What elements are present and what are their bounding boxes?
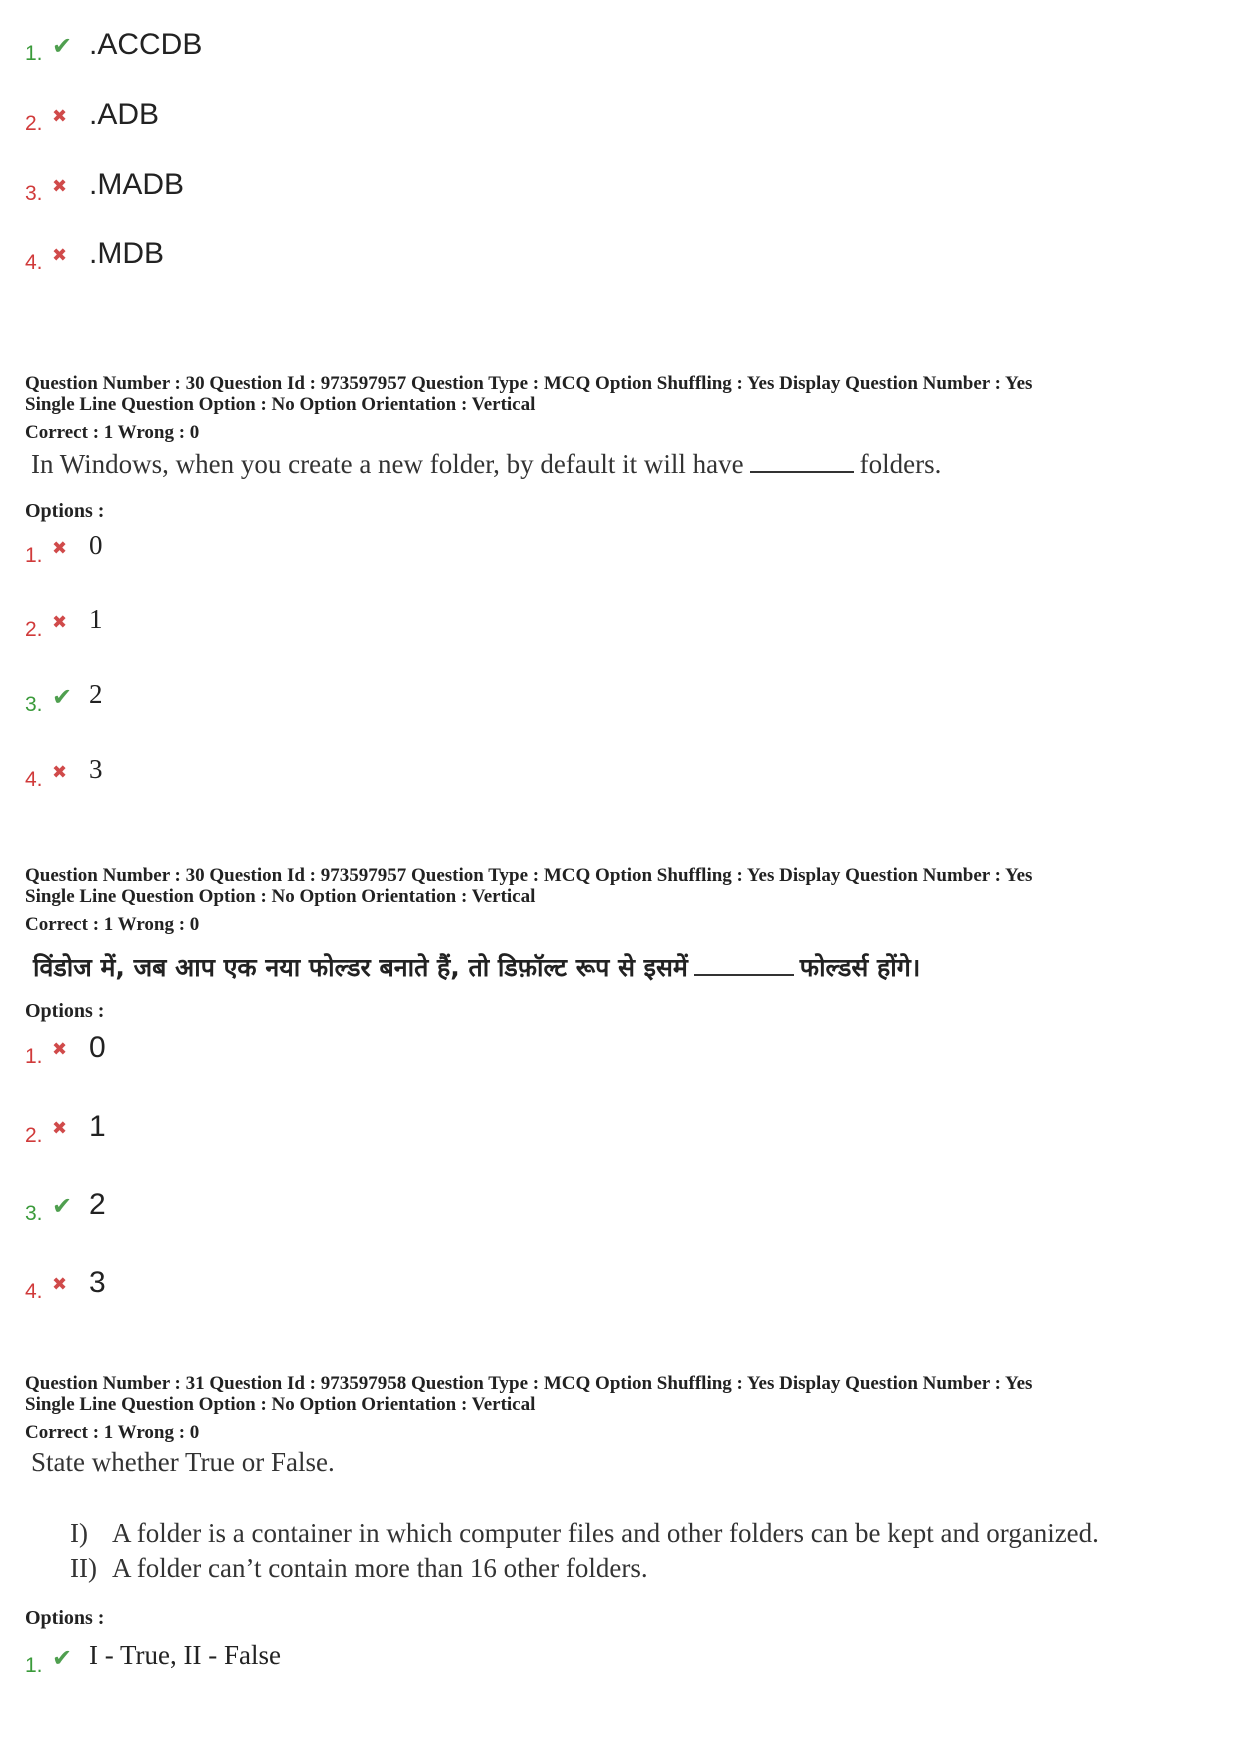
option-text: .MADB bbox=[89, 168, 185, 201]
option-number: 4. bbox=[25, 251, 43, 274]
statement-2 bbox=[70, 1553, 648, 1584]
option-text: 0 bbox=[89, 1031, 106, 1064]
option-number: 1. bbox=[25, 42, 43, 65]
options-label: Options : bbox=[25, 1000, 105, 1022]
option-number: 3. bbox=[25, 182, 43, 205]
option-text: 1 bbox=[89, 1110, 106, 1143]
question-meta bbox=[25, 1373, 1032, 1443]
statement-text: A folder can’t contain more than 16 other folders. bbox=[112, 1553, 648, 1583]
meta-line: Question Number : 31 Question Id : 973597958 Question Type : MCQ Option Shuffling : Yes Display Question Number : Yes bbox=[25, 1373, 1033, 1394]
options-label: Options : bbox=[25, 1607, 105, 1629]
option-number: 2. bbox=[25, 112, 43, 135]
statement-label: I) bbox=[70, 1518, 88, 1548]
option-text: .ADB bbox=[89, 98, 160, 131]
statement-1 bbox=[70, 1518, 1099, 1549]
meta-line: Single Line Question Option : No Option Orientation : Vertical bbox=[25, 1394, 536, 1415]
statement-text: A folder is a container in which computer files and other folders can be kept and organized. bbox=[112, 1518, 1099, 1548]
cross-icon: ✖ bbox=[52, 1118, 68, 1139]
option-text: 3 bbox=[89, 1266, 106, 1299]
options-label: Options : bbox=[25, 500, 105, 522]
cross-icon: ✖ bbox=[52, 1039, 68, 1060]
cross-icon: ✖ bbox=[52, 538, 68, 559]
cross-icon: ✖ bbox=[52, 612, 68, 633]
cross-icon: ✖ bbox=[52, 245, 68, 266]
option-text: I - True, II - False bbox=[89, 1640, 281, 1670]
option-text: 2 bbox=[89, 1188, 106, 1221]
option-number: 3. bbox=[25, 1202, 43, 1225]
meta-line: Single Line Question Option : No Option Orientation : Vertical bbox=[25, 886, 536, 907]
cross-icon: ✖ bbox=[52, 1274, 68, 1295]
question-text: State whether True or False. bbox=[31, 1447, 335, 1477]
meta-line: Single Line Question Option : No Option Orientation : Vertical bbox=[25, 394, 536, 415]
option-number: 1. bbox=[25, 1045, 43, 1068]
option-text: 2 bbox=[89, 679, 103, 709]
option-text: 3 bbox=[89, 754, 103, 784]
cross-icon: ✖ bbox=[52, 176, 68, 197]
meta-line: Question Number : 30 Question Id : 973597957 Question Type : MCQ Option Shuffling : Yes Display Question Number : Yes bbox=[25, 865, 1033, 886]
meta-line: Correct : 1 Wrong : 0 bbox=[25, 422, 200, 443]
option-text: .ACCDB bbox=[89, 28, 203, 61]
check-icon: ✔ bbox=[52, 32, 73, 60]
cross-icon: ✖ bbox=[52, 106, 68, 127]
option-number: 2. bbox=[25, 1124, 43, 1147]
check-icon: ✔ bbox=[52, 683, 73, 711]
option-number: 3. bbox=[25, 693, 43, 716]
statement-label: II) bbox=[70, 1553, 97, 1583]
question-text: In Windows, when you create a new folder, by default it will have folders. bbox=[31, 449, 942, 479]
option-number: 4. bbox=[25, 768, 43, 791]
check-icon: ✔ bbox=[52, 1644, 73, 1672]
option-number: 1. bbox=[25, 544, 43, 567]
option-text: 1 bbox=[89, 604, 103, 634]
question-text: विंडोज में, जब आप एक नया फोल्डर बनाते हैं, तो डिफ़ॉल्ट रूप से इसमें फोल्डर्स होंगे। bbox=[33, 953, 921, 982]
option-text: 0 bbox=[89, 530, 103, 560]
meta-line: Correct : 1 Wrong : 0 bbox=[25, 1422, 200, 1443]
question-meta bbox=[25, 865, 1032, 935]
option-number: 2. bbox=[25, 618, 43, 641]
check-icon: ✔ bbox=[52, 1192, 73, 1220]
question-meta bbox=[25, 373, 1032, 443]
answer-blank bbox=[694, 954, 794, 976]
option-text: .MDB bbox=[89, 237, 164, 270]
meta-line: Correct : 1 Wrong : 0 bbox=[25, 914, 200, 935]
meta-line: Question Number : 30 Question Id : 973597957 Question Type : MCQ Option Shuffling : Yes Display Question Number : Yes bbox=[25, 373, 1033, 394]
answer-blank bbox=[750, 451, 854, 473]
cross-icon: ✖ bbox=[52, 762, 68, 783]
option-number: 4. bbox=[25, 1280, 43, 1303]
option-number: 1. bbox=[25, 1654, 43, 1677]
